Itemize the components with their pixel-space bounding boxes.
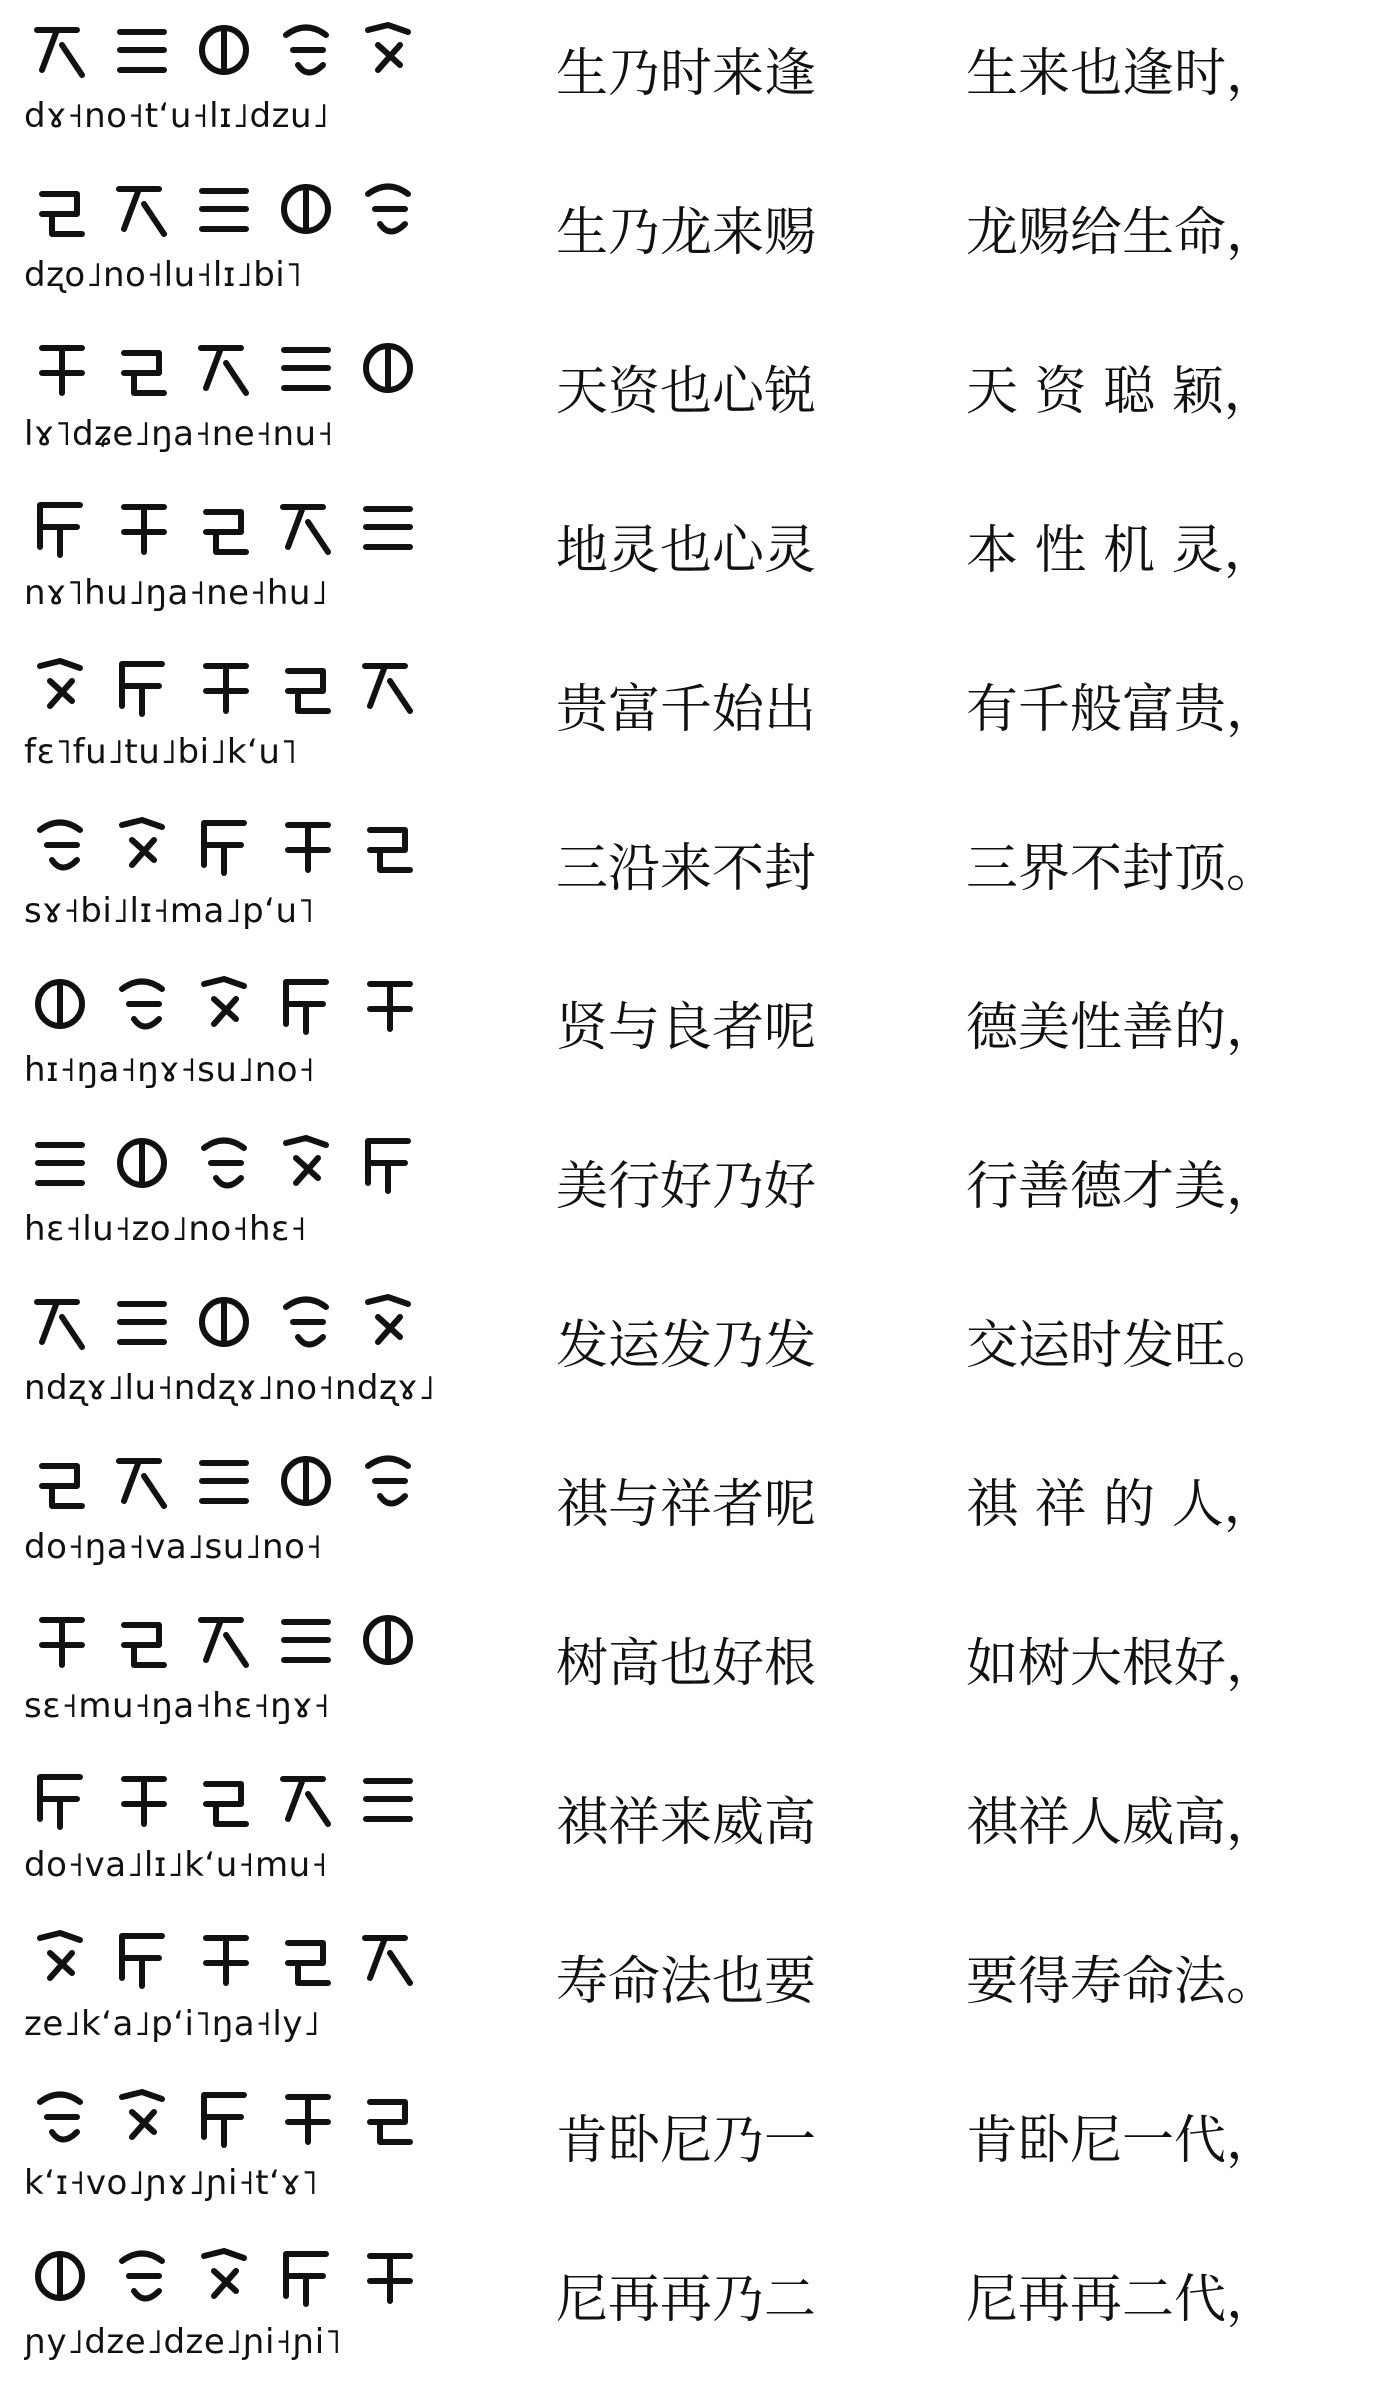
yi-script-cell	[24, 322, 444, 481]
verse-row	[0, 322, 1379, 481]
verse-row	[0, 2071, 1379, 2230]
verse-row	[0, 958, 1379, 1117]
literal-gloss-text: 天资也心锐	[556, 362, 817, 422]
translation-text: 生来也逢时，	[966, 44, 1279, 104]
romanization-text: sɛ˧mu˧ŋa˧hɛ˧ŋɤ˧	[24, 1686, 331, 1726]
yi-script-cell	[24, 1117, 444, 1276]
yi-script-glyphs	[24, 1447, 444, 1517]
verse-row	[0, 1117, 1379, 1276]
yi-script-glyphs	[24, 811, 444, 881]
literal-gloss-text: 地灵也心灵	[556, 521, 817, 581]
verse-row	[0, 2230, 1379, 2389]
yi-script-cell	[24, 4, 444, 163]
yi-script-glyphs	[24, 1129, 444, 1199]
verse-row	[0, 1753, 1379, 1912]
romanization-text: dɤ˧no˧tʻu˧lɪ˩dzu˩	[24, 96, 330, 136]
yi-script-glyphs	[24, 1765, 444, 1835]
yi-script-cell	[24, 799, 444, 958]
literal-gloss-text: 肯卧尼乃一	[556, 2111, 817, 2171]
yi-script-glyphs	[24, 1924, 444, 1994]
translation-text: 天 资 聪 颖，	[966, 362, 1276, 422]
translation-text: 德美性善的，	[966, 998, 1279, 1058]
yi-script-glyphs	[24, 652, 444, 722]
literal-gloss-text: 寿命法也要	[556, 1952, 817, 2012]
yi-script-cell	[24, 1912, 444, 2071]
yi-script-cell	[24, 1753, 444, 1912]
yi-script-glyphs	[24, 16, 444, 86]
literal-gloss-text: 贤与良者呢	[556, 998, 817, 1058]
verse-row	[0, 163, 1379, 322]
romanization-text: hɪ˧ŋa˧ŋɤ˧su˩no˧	[24, 1050, 316, 1090]
verse-row	[0, 1435, 1379, 1594]
yi-script-cell	[24, 163, 444, 322]
literal-gloss-text: 美行好乃好	[556, 1157, 817, 1217]
yi-script-cell	[24, 2230, 444, 2389]
romanization-text: ndʐɤ˩lu˧ndʐɤ˩no˧ndʐɤ˩	[24, 1368, 436, 1408]
yi-script-glyphs	[24, 493, 444, 563]
literal-gloss-text: 生乃时来逢	[556, 44, 817, 104]
romanization-text: dʐo˩no˧lu˧lɪ˩bi˥	[24, 255, 303, 295]
yi-script-glyphs	[24, 1288, 444, 1358]
yi-script-glyphs	[24, 334, 444, 404]
yi-script-cell	[24, 640, 444, 799]
romanization-text: hɛ˧lu˧zo˩no˧hɛ˧	[24, 1209, 308, 1249]
romanization-text: do˧ŋa˧va˩su˩no˧	[24, 1527, 323, 1567]
literal-gloss-text: 祺与祥者呢	[556, 1475, 817, 1535]
romanization-text: sɤ˧bi˩lɪ˧ma˩pʻu˥	[24, 891, 315, 931]
translation-text: 要得寿命法。	[966, 1952, 1279, 2012]
literal-gloss-text: 树高也好根	[556, 1634, 817, 1694]
romanization-text: kʻɪ˧vo˩ɲɤ˩ɲi˧tʻɤ˥	[24, 2163, 319, 2203]
literal-gloss-text: 尼再再乃二	[556, 2270, 817, 2330]
romanization-text: nɤ˥hu˩ŋa˧ne˧hu˩	[24, 573, 329, 613]
yi-script-glyphs	[24, 1606, 444, 1676]
verse-row	[0, 4, 1379, 163]
verse-row	[0, 640, 1379, 799]
romanization-text: fɛ˥fu˩tu˩bi˩kʻu˥	[24, 732, 298, 772]
verse-row	[0, 1594, 1379, 1753]
literal-gloss-text: 三沿来不封	[556, 839, 817, 899]
literal-gloss-text: 生乃龙来赐	[556, 203, 817, 263]
romanization-text: ze˩kʻa˩pʻi˥ŋa˧ly˩	[24, 2004, 321, 2044]
literal-gloss-text: 发运发乃发	[556, 1316, 817, 1376]
translation-text: 交运时发旺。	[966, 1316, 1279, 1376]
translation-text: 尼再再二代，	[966, 2270, 1279, 2330]
verse-row	[0, 1276, 1379, 1435]
yi-script-cell	[24, 958, 444, 1117]
verse-row	[0, 481, 1379, 640]
verse-row	[0, 1912, 1379, 2071]
verse-row	[0, 799, 1379, 958]
translation-text: 祺 祥 的 人，	[966, 1475, 1276, 1535]
yi-script-glyphs	[24, 175, 444, 245]
romanization-text: do˧va˩lɪ˩kʻu˧mu˧	[24, 1845, 328, 1885]
romanization-text: ɲy˩dze˩dze˩ɲi˧ɲi˥	[24, 2322, 342, 2362]
yi-script-cell	[24, 1594, 444, 1753]
translation-text: 肯卧尼一代，	[966, 2111, 1279, 2171]
translation-text: 祺祥人威高，	[966, 1793, 1279, 1853]
yi-script-cell	[24, 1435, 444, 1594]
romanization-text: lɤ˥dʑe˩ŋa˧ne˧nu˧	[24, 414, 334, 454]
translation-text: 龙赐给生命，	[966, 203, 1279, 263]
translation-text: 如树大根好，	[966, 1634, 1279, 1694]
yi-script-cell	[24, 481, 444, 640]
yi-script-cell	[24, 1276, 444, 1435]
yi-script-cell	[24, 2071, 444, 2230]
translation-text: 本 性 机 灵，	[966, 521, 1276, 581]
literal-gloss-text: 贵富千始出	[556, 680, 817, 740]
yi-script-glyphs	[24, 970, 444, 1040]
yi-script-glyphs	[24, 2242, 444, 2312]
translation-text: 行善德才美，	[966, 1157, 1279, 1217]
translation-text: 有千般富贵，	[966, 680, 1279, 740]
literal-gloss-text: 祺祥来威高	[556, 1793, 817, 1853]
translation-text: 三界不封顶。	[966, 839, 1279, 899]
yi-script-glyphs	[24, 2083, 444, 2153]
